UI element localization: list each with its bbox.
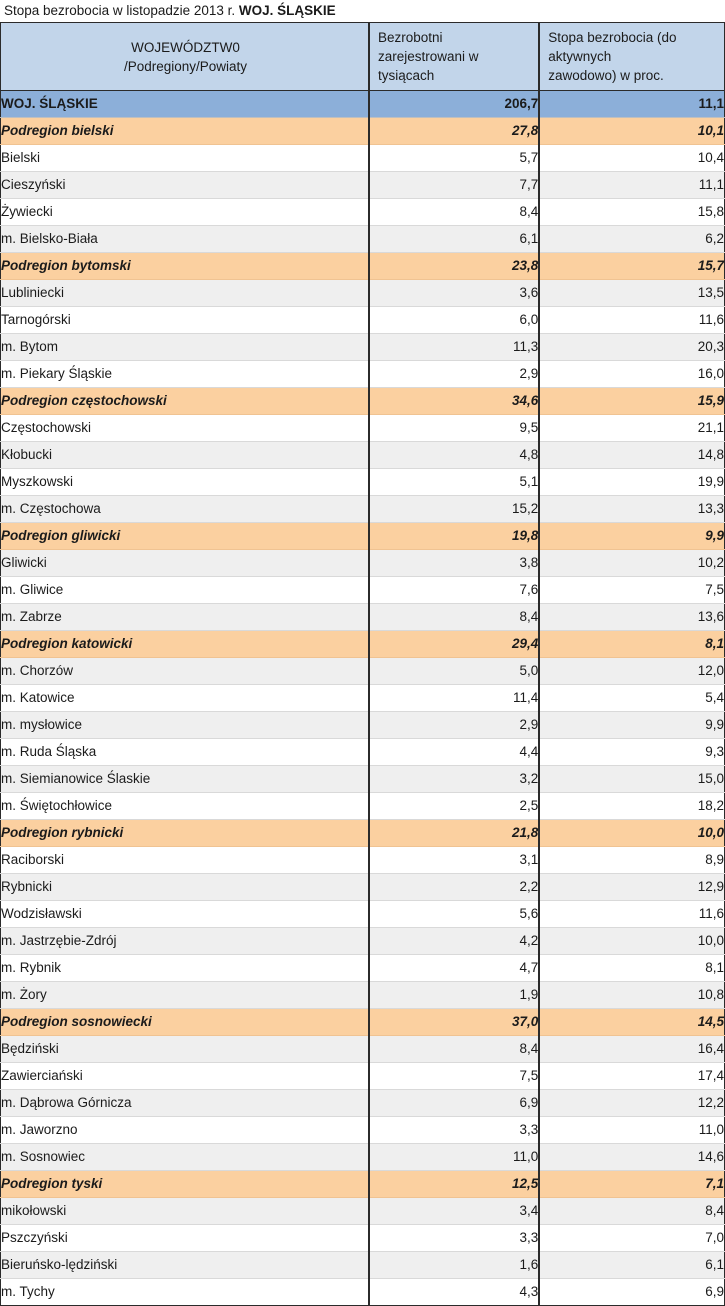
voivodeship-total-row bbox=[1, 91, 725, 118]
table-row bbox=[1, 1225, 725, 1252]
cell-area-name: Żywiecki bbox=[1, 199, 370, 226]
table-row bbox=[1, 1036, 725, 1063]
table-row bbox=[1, 928, 725, 955]
cell-area-name: WOJ. ŚLĄSKIE bbox=[1, 91, 370, 118]
cell-area-name: m. Rybnik bbox=[1, 955, 370, 982]
cell-unemployment-rate: 11,0 bbox=[539, 1117, 724, 1144]
cell-area-name: Pszczyński bbox=[1, 1225, 370, 1252]
cell-area-name: Gliwicki bbox=[1, 550, 370, 577]
cell-unemployed-thousands: 2,9 bbox=[369, 712, 539, 739]
cell-unemployment-rate: 16,0 bbox=[539, 361, 724, 388]
cell-unemployment-rate: 10,8 bbox=[539, 982, 724, 1009]
cell-unemployment-rate: 14,6 bbox=[539, 1144, 724, 1171]
cell-area-name: Kłobucki bbox=[1, 442, 370, 469]
cell-area-name: Będziński bbox=[1, 1036, 370, 1063]
cell-unemployed-thousands: 206,7 bbox=[369, 91, 539, 118]
cell-area-name: Rybnicki bbox=[1, 874, 370, 901]
column-header-rate-line2: aktywnych bbox=[548, 49, 612, 64]
cell-area-name: Lubliniecki bbox=[1, 280, 370, 307]
cell-unemployed-thousands: 3,3 bbox=[369, 1225, 539, 1252]
cell-area-name: Wodzisławski bbox=[1, 901, 370, 928]
cell-unemployed-thousands: 3,3 bbox=[369, 1117, 539, 1144]
cell-unemployment-rate: 12,0 bbox=[539, 658, 724, 685]
cell-unemployment-rate: 9,9 bbox=[539, 523, 724, 550]
cell-unemployment-rate: 13,6 bbox=[539, 604, 724, 631]
cell-area-name: Myszkowski bbox=[1, 469, 370, 496]
cell-unemployed-thousands: 4,7 bbox=[369, 955, 539, 982]
cell-area-name: Bielski bbox=[1, 145, 370, 172]
cell-unemployed-thousands: 7,7 bbox=[369, 172, 539, 199]
cell-area-name: Podregion rybnicki bbox=[1, 820, 370, 847]
cell-unemployment-rate: 9,3 bbox=[539, 739, 724, 766]
cell-unemployment-rate: 15,8 bbox=[539, 199, 724, 226]
cell-unemployment-rate: 11,6 bbox=[539, 901, 724, 928]
table-row bbox=[1, 766, 725, 793]
table-row bbox=[1, 1090, 725, 1117]
cell-area-name: Zawierciański bbox=[1, 1063, 370, 1090]
cell-unemployed-thousands: 21,8 bbox=[369, 820, 539, 847]
table-row bbox=[1, 1252, 725, 1279]
subregion-row bbox=[1, 388, 725, 415]
cell-area-name: mikołowski bbox=[1, 1198, 370, 1225]
cell-area-name: m. Ruda Śląska bbox=[1, 739, 370, 766]
column-header-unemployed-line1: Bezrobotni bbox=[378, 30, 443, 45]
table-row bbox=[1, 307, 725, 334]
subregion-row bbox=[1, 253, 725, 280]
table-row bbox=[1, 1279, 725, 1306]
cell-area-name: Tarnogórski bbox=[1, 307, 370, 334]
cell-unemployed-thousands: 3,2 bbox=[369, 766, 539, 793]
cell-unemployment-rate: 9,9 bbox=[539, 712, 724, 739]
cell-unemployed-thousands: 4,3 bbox=[369, 1279, 539, 1306]
cell-area-name: Podregion tyski bbox=[1, 1171, 370, 1198]
cell-unemployment-rate: 10,2 bbox=[539, 550, 724, 577]
cell-area-name: Częstochowski bbox=[1, 415, 370, 442]
cell-unemployed-thousands: 6,0 bbox=[369, 307, 539, 334]
cell-unemployed-thousands: 29,4 bbox=[369, 631, 539, 658]
table-row bbox=[1, 685, 725, 712]
cell-unemployment-rate: 18,2 bbox=[539, 793, 724, 820]
cell-unemployed-thousands: 6,1 bbox=[369, 226, 539, 253]
cell-area-name: m. Jastrzębie-Zdrój bbox=[1, 928, 370, 955]
table-row bbox=[1, 1144, 725, 1171]
table-row bbox=[1, 793, 725, 820]
table-row bbox=[1, 901, 725, 928]
cell-unemployed-thousands: 1,6 bbox=[369, 1252, 539, 1279]
column-header-rate bbox=[539, 23, 724, 91]
cell-area-name: Cieszyński bbox=[1, 172, 370, 199]
cell-unemployment-rate: 8,1 bbox=[539, 955, 724, 982]
column-header-rate-line3: zawodowo) w proc. bbox=[548, 68, 664, 83]
cell-unemployed-thousands: 5,6 bbox=[369, 901, 539, 928]
cell-unemployed-thousands: 7,6 bbox=[369, 577, 539, 604]
cell-unemployment-rate: 14,8 bbox=[539, 442, 724, 469]
cell-unemployed-thousands: 5,7 bbox=[369, 145, 539, 172]
cell-area-name: m. Jaworzno bbox=[1, 1117, 370, 1144]
cell-unemployed-thousands: 8,4 bbox=[369, 199, 539, 226]
cell-unemployment-rate: 6,9 bbox=[539, 1279, 724, 1306]
column-header-name-line1: WOJEWÓDZTW0 bbox=[131, 39, 240, 55]
cell-unemployed-thousands: 19,8 bbox=[369, 523, 539, 550]
cell-unemployment-rate: 7,1 bbox=[539, 1171, 724, 1198]
cell-unemployment-rate: 10,0 bbox=[539, 820, 724, 847]
cell-area-name: Podregion katowicki bbox=[1, 631, 370, 658]
table-row bbox=[1, 982, 725, 1009]
cell-area-name: m. Żory bbox=[1, 982, 370, 1009]
cell-unemployment-rate: 6,1 bbox=[539, 1252, 724, 1279]
cell-unemployment-rate: 7,0 bbox=[539, 1225, 724, 1252]
column-header-unemployed-line2: zarejestrowani w bbox=[378, 49, 479, 64]
cell-unemployed-thousands: 4,8 bbox=[369, 442, 539, 469]
cell-area-name: m. Dąbrowa Górnicza bbox=[1, 1090, 370, 1117]
cell-area-name: Podregion sosnowiecki bbox=[1, 1009, 370, 1036]
cell-area-name: m. Świętochłowice bbox=[1, 793, 370, 820]
cell-unemployment-rate: 17,4 bbox=[539, 1063, 724, 1090]
subregion-row bbox=[1, 118, 725, 145]
subregion-row bbox=[1, 1009, 725, 1036]
table-row bbox=[1, 658, 725, 685]
table-row bbox=[1, 280, 725, 307]
cell-area-name: m. Chorzów bbox=[1, 658, 370, 685]
cell-unemployment-rate: 15,9 bbox=[539, 388, 724, 415]
column-header-unemployed bbox=[369, 23, 539, 91]
caption-region-name: WOJ. ŚLĄSKIE bbox=[238, 3, 336, 18]
table-row bbox=[1, 361, 725, 388]
table-body bbox=[1, 91, 725, 1306]
cell-unemployed-thousands: 3,6 bbox=[369, 280, 539, 307]
table-row bbox=[1, 874, 725, 901]
cell-area-name: Podregion bytomski bbox=[1, 253, 370, 280]
cell-area-name: m. Częstochowa bbox=[1, 496, 370, 523]
cell-unemployed-thousands: 8,4 bbox=[369, 1036, 539, 1063]
table-row bbox=[1, 469, 725, 496]
cell-unemployed-thousands: 7,5 bbox=[369, 1063, 539, 1090]
cell-unemployment-rate: 14,5 bbox=[539, 1009, 724, 1036]
column-header-rate-line1: Stopa bezrobocia (do bbox=[548, 30, 677, 45]
cell-unemployment-rate: 20,3 bbox=[539, 334, 724, 361]
table-row bbox=[1, 334, 725, 361]
cell-unemployed-thousands: 15,2 bbox=[369, 496, 539, 523]
table-row bbox=[1, 955, 725, 982]
cell-unemployment-rate: 11,1 bbox=[539, 91, 724, 118]
cell-unemployed-thousands: 2,2 bbox=[369, 874, 539, 901]
cell-unemployment-rate: 7,5 bbox=[539, 577, 724, 604]
table-row bbox=[1, 577, 725, 604]
cell-unemployment-rate: 12,2 bbox=[539, 1090, 724, 1117]
cell-unemployment-rate: 10,0 bbox=[539, 928, 724, 955]
cell-area-name: m. Siemianowice Ślaskie bbox=[1, 766, 370, 793]
table-row bbox=[1, 604, 725, 631]
cell-unemployed-thousands: 2,9 bbox=[369, 361, 539, 388]
cell-unemployment-rate: 11,6 bbox=[539, 307, 724, 334]
cell-unemployment-rate: 15,7 bbox=[539, 253, 724, 280]
subregion-row bbox=[1, 523, 725, 550]
table-row bbox=[1, 145, 725, 172]
cell-unemployment-rate: 8,4 bbox=[539, 1198, 724, 1225]
cell-unemployed-thousands: 11,0 bbox=[369, 1144, 539, 1171]
subregion-row bbox=[1, 631, 725, 658]
table-row bbox=[1, 1198, 725, 1225]
cell-unemployment-rate: 21,1 bbox=[539, 415, 724, 442]
table-row bbox=[1, 712, 725, 739]
cell-area-name: Podregion bielski bbox=[1, 118, 370, 145]
header-row bbox=[1, 23, 725, 91]
cell-unemployed-thousands: 34,6 bbox=[369, 388, 539, 415]
cell-area-name: m. Sosnowiec bbox=[1, 1144, 370, 1171]
cell-unemployed-thousands: 37,0 bbox=[369, 1009, 539, 1036]
cell-unemployment-rate: 5,4 bbox=[539, 685, 724, 712]
cell-unemployed-thousands: 9,5 bbox=[369, 415, 539, 442]
cell-unemployed-thousands: 6,9 bbox=[369, 1090, 539, 1117]
cell-unemployment-rate: 13,5 bbox=[539, 280, 724, 307]
subregion-row bbox=[1, 1171, 725, 1198]
column-header-name bbox=[1, 23, 370, 91]
table-row bbox=[1, 1063, 725, 1090]
cell-area-name: m. Katowice bbox=[1, 685, 370, 712]
cell-unemployed-thousands: 2,5 bbox=[369, 793, 539, 820]
cell-area-name: m. Bielsko-Biała bbox=[1, 226, 370, 253]
table-row bbox=[1, 496, 725, 523]
cell-unemployment-rate: 15,0 bbox=[539, 766, 724, 793]
cell-area-name: m. Bytom bbox=[1, 334, 370, 361]
cell-unemployed-thousands: 11,4 bbox=[369, 685, 539, 712]
cell-unemployment-rate: 12,9 bbox=[539, 874, 724, 901]
table-row bbox=[1, 550, 725, 577]
table-row bbox=[1, 226, 725, 253]
cell-unemployment-rate: 16,4 bbox=[539, 1036, 724, 1063]
subregion-row bbox=[1, 820, 725, 847]
cell-area-name: m. Piekary Śląskie bbox=[1, 361, 370, 388]
cell-unemployment-rate: 6,2 bbox=[539, 226, 724, 253]
cell-area-name: Podregion częstochowski bbox=[1, 388, 370, 415]
cell-area-name: Raciborski bbox=[1, 847, 370, 874]
caption-text: Stopa bezrobocia w listopadzie 2013 r. bbox=[4, 3, 239, 18]
cell-unemployed-thousands: 3,4 bbox=[369, 1198, 539, 1225]
cell-unemployment-rate: 10,4 bbox=[539, 145, 724, 172]
cell-unemployed-thousands: 5,0 bbox=[369, 658, 539, 685]
cell-unemployment-rate: 11,1 bbox=[539, 172, 724, 199]
cell-unemployment-rate: 13,3 bbox=[539, 496, 724, 523]
cell-unemployment-rate: 8,1 bbox=[539, 631, 724, 658]
cell-area-name: m. Gliwice bbox=[1, 577, 370, 604]
table-row bbox=[1, 1117, 725, 1144]
table-row bbox=[1, 172, 725, 199]
cell-unemployed-thousands: 11,3 bbox=[369, 334, 539, 361]
table-caption bbox=[0, 0, 725, 22]
cell-unemployment-rate: 19,9 bbox=[539, 469, 724, 496]
table-row bbox=[1, 199, 725, 226]
cell-unemployed-thousands: 3,8 bbox=[369, 550, 539, 577]
table-row bbox=[1, 847, 725, 874]
table-row bbox=[1, 442, 725, 469]
cell-area-name: Podregion gliwicki bbox=[1, 523, 370, 550]
cell-unemployed-thousands: 4,2 bbox=[369, 928, 539, 955]
column-header-name-line2: /Podregiony/Powiaty bbox=[123, 58, 248, 74]
cell-unemployment-rate: 8,9 bbox=[539, 847, 724, 874]
table-head bbox=[1, 23, 725, 91]
cell-area-name: m. Tychy bbox=[1, 1279, 370, 1306]
cell-unemployed-thousands: 12,5 bbox=[369, 1171, 539, 1198]
cell-unemployed-thousands: 27,8 bbox=[369, 118, 539, 145]
cell-area-name: m. mysłowice bbox=[1, 712, 370, 739]
column-header-unemployed-line3: tysiącach bbox=[378, 68, 435, 83]
unemployment-table bbox=[0, 22, 725, 1306]
cell-unemployed-thousands: 3,1 bbox=[369, 847, 539, 874]
table-row bbox=[1, 415, 725, 442]
cell-unemployed-thousands: 4,4 bbox=[369, 739, 539, 766]
cell-unemployment-rate: 10,1 bbox=[539, 118, 724, 145]
cell-unemployed-thousands: 23,8 bbox=[369, 253, 539, 280]
table-row bbox=[1, 739, 725, 766]
cell-area-name: Bieruńsko-lędziński bbox=[1, 1252, 370, 1279]
cell-area-name: m. Zabrze bbox=[1, 604, 370, 631]
cell-unemployed-thousands: 5,1 bbox=[369, 469, 539, 496]
cell-unemployed-thousands: 8,4 bbox=[369, 604, 539, 631]
cell-unemployed-thousands: 1,9 bbox=[369, 982, 539, 1009]
